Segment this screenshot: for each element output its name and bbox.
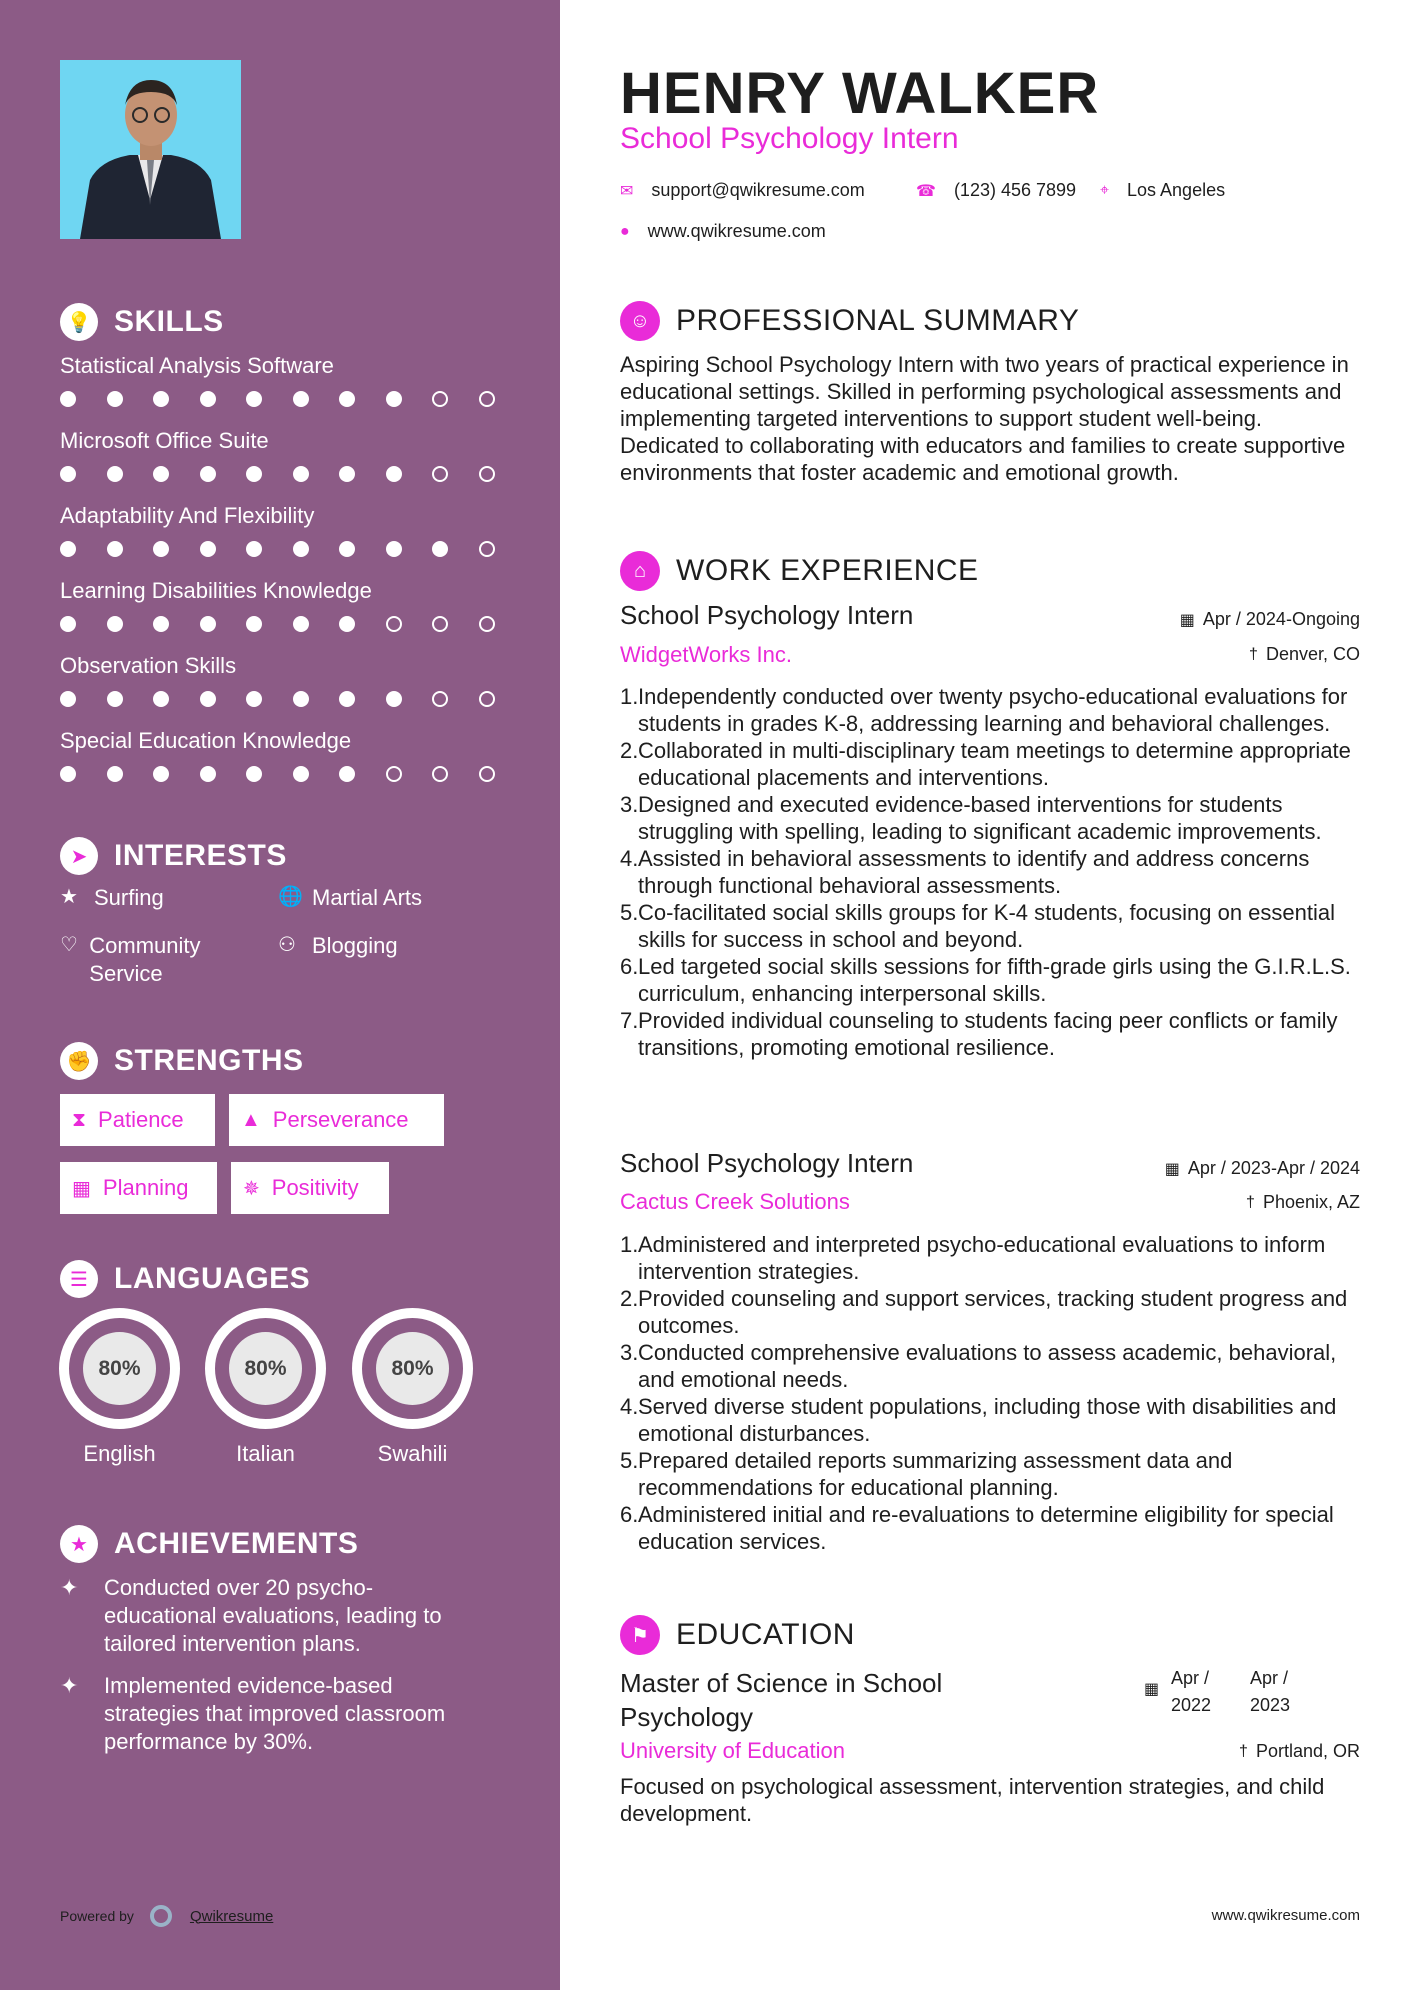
website-contact[interactable]: ● www.qwikresume.com (620, 221, 826, 241)
interest-item: ⚇ Blogging (278, 933, 398, 958)
job-date: ▦ Apr / 2024-Ongoing (1179, 609, 1360, 629)
skills-title: SKILLS (114, 305, 224, 338)
skill-dot (153, 391, 169, 407)
skill-name: Learning Disabilities Knowledge (60, 578, 372, 603)
calendar-icon: ▦ (1164, 1160, 1180, 1178)
skill-dot (107, 616, 123, 632)
skill-dot (246, 541, 262, 557)
skill-dot (432, 466, 448, 482)
phone-icon: ☎ (916, 182, 936, 200)
achievement-item: ✦ Implemented evidence-based strategies that improved classroom performance by 30%. (60, 1673, 446, 1754)
skill-dot (293, 766, 309, 782)
pin-icon: † (1249, 645, 1258, 663)
achievements-title: ACHIEVEMENTS (114, 1527, 359, 1560)
skill-name: Microsoft Office Suite (60, 428, 269, 453)
edu-end-date: Apr / 2023 (1250, 1668, 1291, 1715)
job-title: School Psychology Intern (620, 1148, 914, 1178)
skill-dot (107, 691, 123, 707)
language-english: 80% English (57, 1308, 182, 1467)
list-item: 5. Co-facilitated social skills groups for K-4 students, focusing on essential skills for success in school and beyond. (620, 900, 1336, 952)
skill-dot (339, 466, 355, 482)
skill-dot (246, 616, 262, 632)
office-chair-icon: ⌂ (620, 551, 660, 591)
skill-dot (386, 391, 402, 407)
skill-name: Observation Skills (60, 653, 237, 678)
globe-icon: ● (620, 222, 630, 240)
skill-dot (293, 541, 309, 557)
language-swahili: 80% Swahili (350, 1308, 475, 1467)
brand-link[interactable]: Qwikresume (189, 1907, 274, 1925)
email-contact[interactable]: ✉ support@qwikresume.com (620, 180, 865, 200)
interest-item: ♡ Community Service (60, 933, 201, 986)
main-content (620, 0, 1360, 1990)
graduation-cap-icon: ⚑ (620, 1615, 660, 1655)
handshake-icon: ♡ (60, 934, 78, 956)
experience-header: ⌂ WORK EXPERIENCE (620, 551, 979, 591)
profile-photo (60, 60, 241, 239)
list-item: 6. Administered initial and re-evaluations to determine eligibility for special education services. (620, 1502, 1334, 1554)
skill-dot (432, 766, 448, 782)
skill-dot (293, 466, 309, 482)
skill-dot (339, 616, 355, 632)
job-location: † Denver, CO (1249, 644, 1360, 664)
map-pin-icon: ⌖ (1100, 181, 1110, 199)
user-icon: ☺ (620, 301, 660, 341)
hourglass-icon: ⧗ (72, 1108, 87, 1131)
language-ring: 80% (352, 1308, 473, 1429)
skill-dot (246, 691, 262, 707)
job-company: WidgetWorks Inc. (620, 642, 792, 667)
education-description: Focused on psychological assessment, intervention strategies, and child development. (620, 1774, 1325, 1826)
skill-dot (60, 391, 76, 407)
skill-dot (153, 766, 169, 782)
sun-icon: ✵ (243, 1177, 260, 1200)
interests-title: INTERESTS (114, 839, 287, 872)
skill-rating (60, 391, 525, 407)
skill-dot (432, 691, 448, 707)
skill-dot (60, 466, 76, 482)
skill-dot (479, 466, 495, 482)
strengths-title: STRENGTHS (114, 1044, 304, 1077)
achievements-header (60, 1525, 358, 1563)
skill-name: Special Education Knowledge (60, 728, 352, 753)
skill-dot (386, 691, 402, 707)
job-duties (620, 683, 1378, 1061)
list-item: 2. Provided counseling and support services, tracking student progress and outcomes. (620, 1286, 1348, 1338)
skill-dot (386, 766, 402, 782)
skill-dot (107, 766, 123, 782)
skill-dot (200, 691, 216, 707)
edu-location: † Portland, OR (1239, 1741, 1360, 1761)
strength-chip: ▲ Perseverance (229, 1094, 444, 1146)
skill-rating (60, 616, 525, 632)
skill-dot (153, 541, 169, 557)
skill-dot (339, 541, 355, 557)
skill-dot (339, 691, 355, 707)
strengths-header (60, 1042, 304, 1080)
list-item: 1. Independently conducted over twenty psycho-educational evaluations for students in grades K-8, addressing learning and behavioral challenges. (620, 684, 1348, 736)
skill-rating (60, 466, 525, 482)
location-contact: ⌖ Los Angeles (1100, 180, 1226, 200)
skill-dot (339, 766, 355, 782)
skill-dot (479, 766, 495, 782)
list-item: 5. Prepared detailed reports summarizing assessment data and recommendations for educational planning. (620, 1448, 1233, 1500)
list-item: 7. Provided individual counseling to students facing peer conflicts or family transitions, promoting emotional resilience. (620, 1008, 1338, 1060)
skill-dot (432, 541, 448, 557)
trophy-icon: ★ (60, 1525, 98, 1563)
skill-dot (339, 391, 355, 407)
skill-rating (60, 691, 525, 707)
skill-dot (153, 616, 169, 632)
skill-rating (60, 541, 525, 557)
skill-dot (200, 616, 216, 632)
skill-dot (293, 691, 309, 707)
skill-dot (432, 616, 448, 632)
road-icon: ▲ (241, 1108, 261, 1131)
skill-dot (432, 391, 448, 407)
job-title: School Psychology Intern (620, 600, 914, 630)
skill-dot (200, 541, 216, 557)
pin-icon: † (1246, 1193, 1255, 1211)
powered-by: Powered by Qwikresume (60, 1905, 273, 1927)
interest-item: ★ Surfing (60, 885, 164, 910)
list-item: 3. Conducted comprehensive evaluations to assess academic, behavioral, and emotional needs. (620, 1340, 1337, 1392)
candidate-role: School Psychology Intern (620, 122, 959, 155)
skill-dot (200, 391, 216, 407)
skill-dot (479, 691, 495, 707)
job-company: Cactus Creek Solutions (620, 1189, 850, 1214)
strength-chip: ▦ Planning (60, 1162, 217, 1214)
users-icon: ⚇ (278, 934, 296, 956)
strength-chip: ✵ Positivity (231, 1162, 389, 1214)
interest-item: 🌐 Martial Arts (278, 885, 423, 910)
list-item: 6. Led targeted social skills sessions for fifth-grade girls using the G.I.R.L.S. curriculum, enhancing interpersonal skills. (620, 954, 1351, 1006)
skill-dot (107, 391, 123, 407)
list-item: 4. Served diverse student populations, including those with disabilities and emotional disturbances. (620, 1394, 1337, 1446)
skill-dot (107, 466, 123, 482)
skill-dot (386, 466, 402, 482)
interests-header (60, 837, 287, 875)
list-item: 2. Collaborated in multi-disciplinary team meetings to determine appropriate educational placements and interventions. (620, 738, 1351, 790)
job-duties (620, 1231, 1378, 1555)
footer-url[interactable]: www.qwikresume.com (1211, 1907, 1360, 1924)
skill-dot (107, 541, 123, 557)
strength-chip: ⧗ Patience (60, 1094, 215, 1146)
star-burst-icon: ✦ (60, 1575, 79, 1600)
languages-title: LANGUAGES (114, 1262, 311, 1295)
skill-dot (479, 541, 495, 557)
skill-dot (386, 541, 402, 557)
education-header: ⚑ EDUCATION (620, 1615, 855, 1655)
skill-dot (479, 391, 495, 407)
language-ring: 80% (205, 1308, 326, 1429)
degree: Master of Science in School Psychology (620, 1668, 943, 1732)
list-item: 4. Assisted in behavioral assessments to identify and address concerns through functional behavioral assessments. (620, 846, 1310, 898)
school-name: University of Education (620, 1738, 845, 1763)
skill-dot (246, 466, 262, 482)
skill-dot (386, 616, 402, 632)
star-icon: ★ (60, 886, 78, 908)
fist-icon: ✊ (60, 1042, 98, 1080)
qwikresume-logo-icon (150, 1905, 172, 1927)
summary-text: Aspiring School Psychology Intern with two years of practical experience in educational settings. Skilled in performing psychological assessments and implementing targeted interventions to support student well-being. Dedicated to collaborating with educators and families to create supportive environments that foster academic and emotional growth. (620, 352, 1349, 485)
summary-header: ☺ PROFESSIONAL SUMMARY (620, 301, 1079, 341)
skill-dot (293, 391, 309, 407)
job-location: † Phoenix, AZ (1246, 1192, 1360, 1212)
skill-dot (153, 691, 169, 707)
lightbulb-icon: 💡 (60, 303, 98, 341)
skill-name: Adaptability And Flexibility (60, 503, 315, 528)
skill-dot (200, 466, 216, 482)
calendar-icon: ▦ (1144, 1681, 1160, 1698)
skill-dot (246, 766, 262, 782)
calendar-icon: ▦ (72, 1177, 91, 1200)
pin-icon: † (1239, 1742, 1248, 1760)
language-ring: 80% (59, 1308, 180, 1429)
sidebar (0, 0, 560, 1990)
edu-start-date: Apr / 2022 (1171, 1668, 1212, 1715)
skill-dot (60, 541, 76, 557)
skill-dot (479, 616, 495, 632)
languages-header (60, 1260, 310, 1298)
skill-dot (60, 766, 76, 782)
skill-rating (60, 766, 525, 782)
calendar-icon: ▦ (1179, 611, 1195, 629)
phone-contact[interactable]: ☎ (123) 456 7899 (916, 180, 1077, 200)
skill-name: Statistical Analysis Software (60, 353, 334, 378)
envelope-icon: ✉ (620, 182, 634, 200)
language-icon: ☰ (60, 1260, 98, 1298)
achievement-item: ✦ Conducted over 20 psycho-educational evaluations, leading to tailored intervention plans. (60, 1575, 442, 1656)
paper-plane-icon: ➤ (60, 837, 98, 875)
skill-dot (60, 616, 76, 632)
skill-dot (246, 391, 262, 407)
candidate-name: HENRY WALKER (620, 61, 1100, 126)
skill-dot (60, 691, 76, 707)
list-item: 3. Designed and executed evidence-based interventions for students struggling with spelling, leading to significant academic improvements. (620, 792, 1322, 844)
skill-dot (200, 766, 216, 782)
star-burst-icon: ✦ (60, 1673, 79, 1698)
skill-dot (153, 466, 169, 482)
skill-dot (293, 616, 309, 632)
job-date: ▦ Apr / 2023-Apr / 2024 (1164, 1158, 1360, 1178)
skills-header (60, 303, 224, 341)
language-italian: 80% Italian (203, 1308, 328, 1467)
globe-icon: 🌐 (278, 886, 303, 908)
list-item: 1. Administered and interpreted psycho-educational evaluations to inform intervention strategies. (620, 1232, 1326, 1284)
